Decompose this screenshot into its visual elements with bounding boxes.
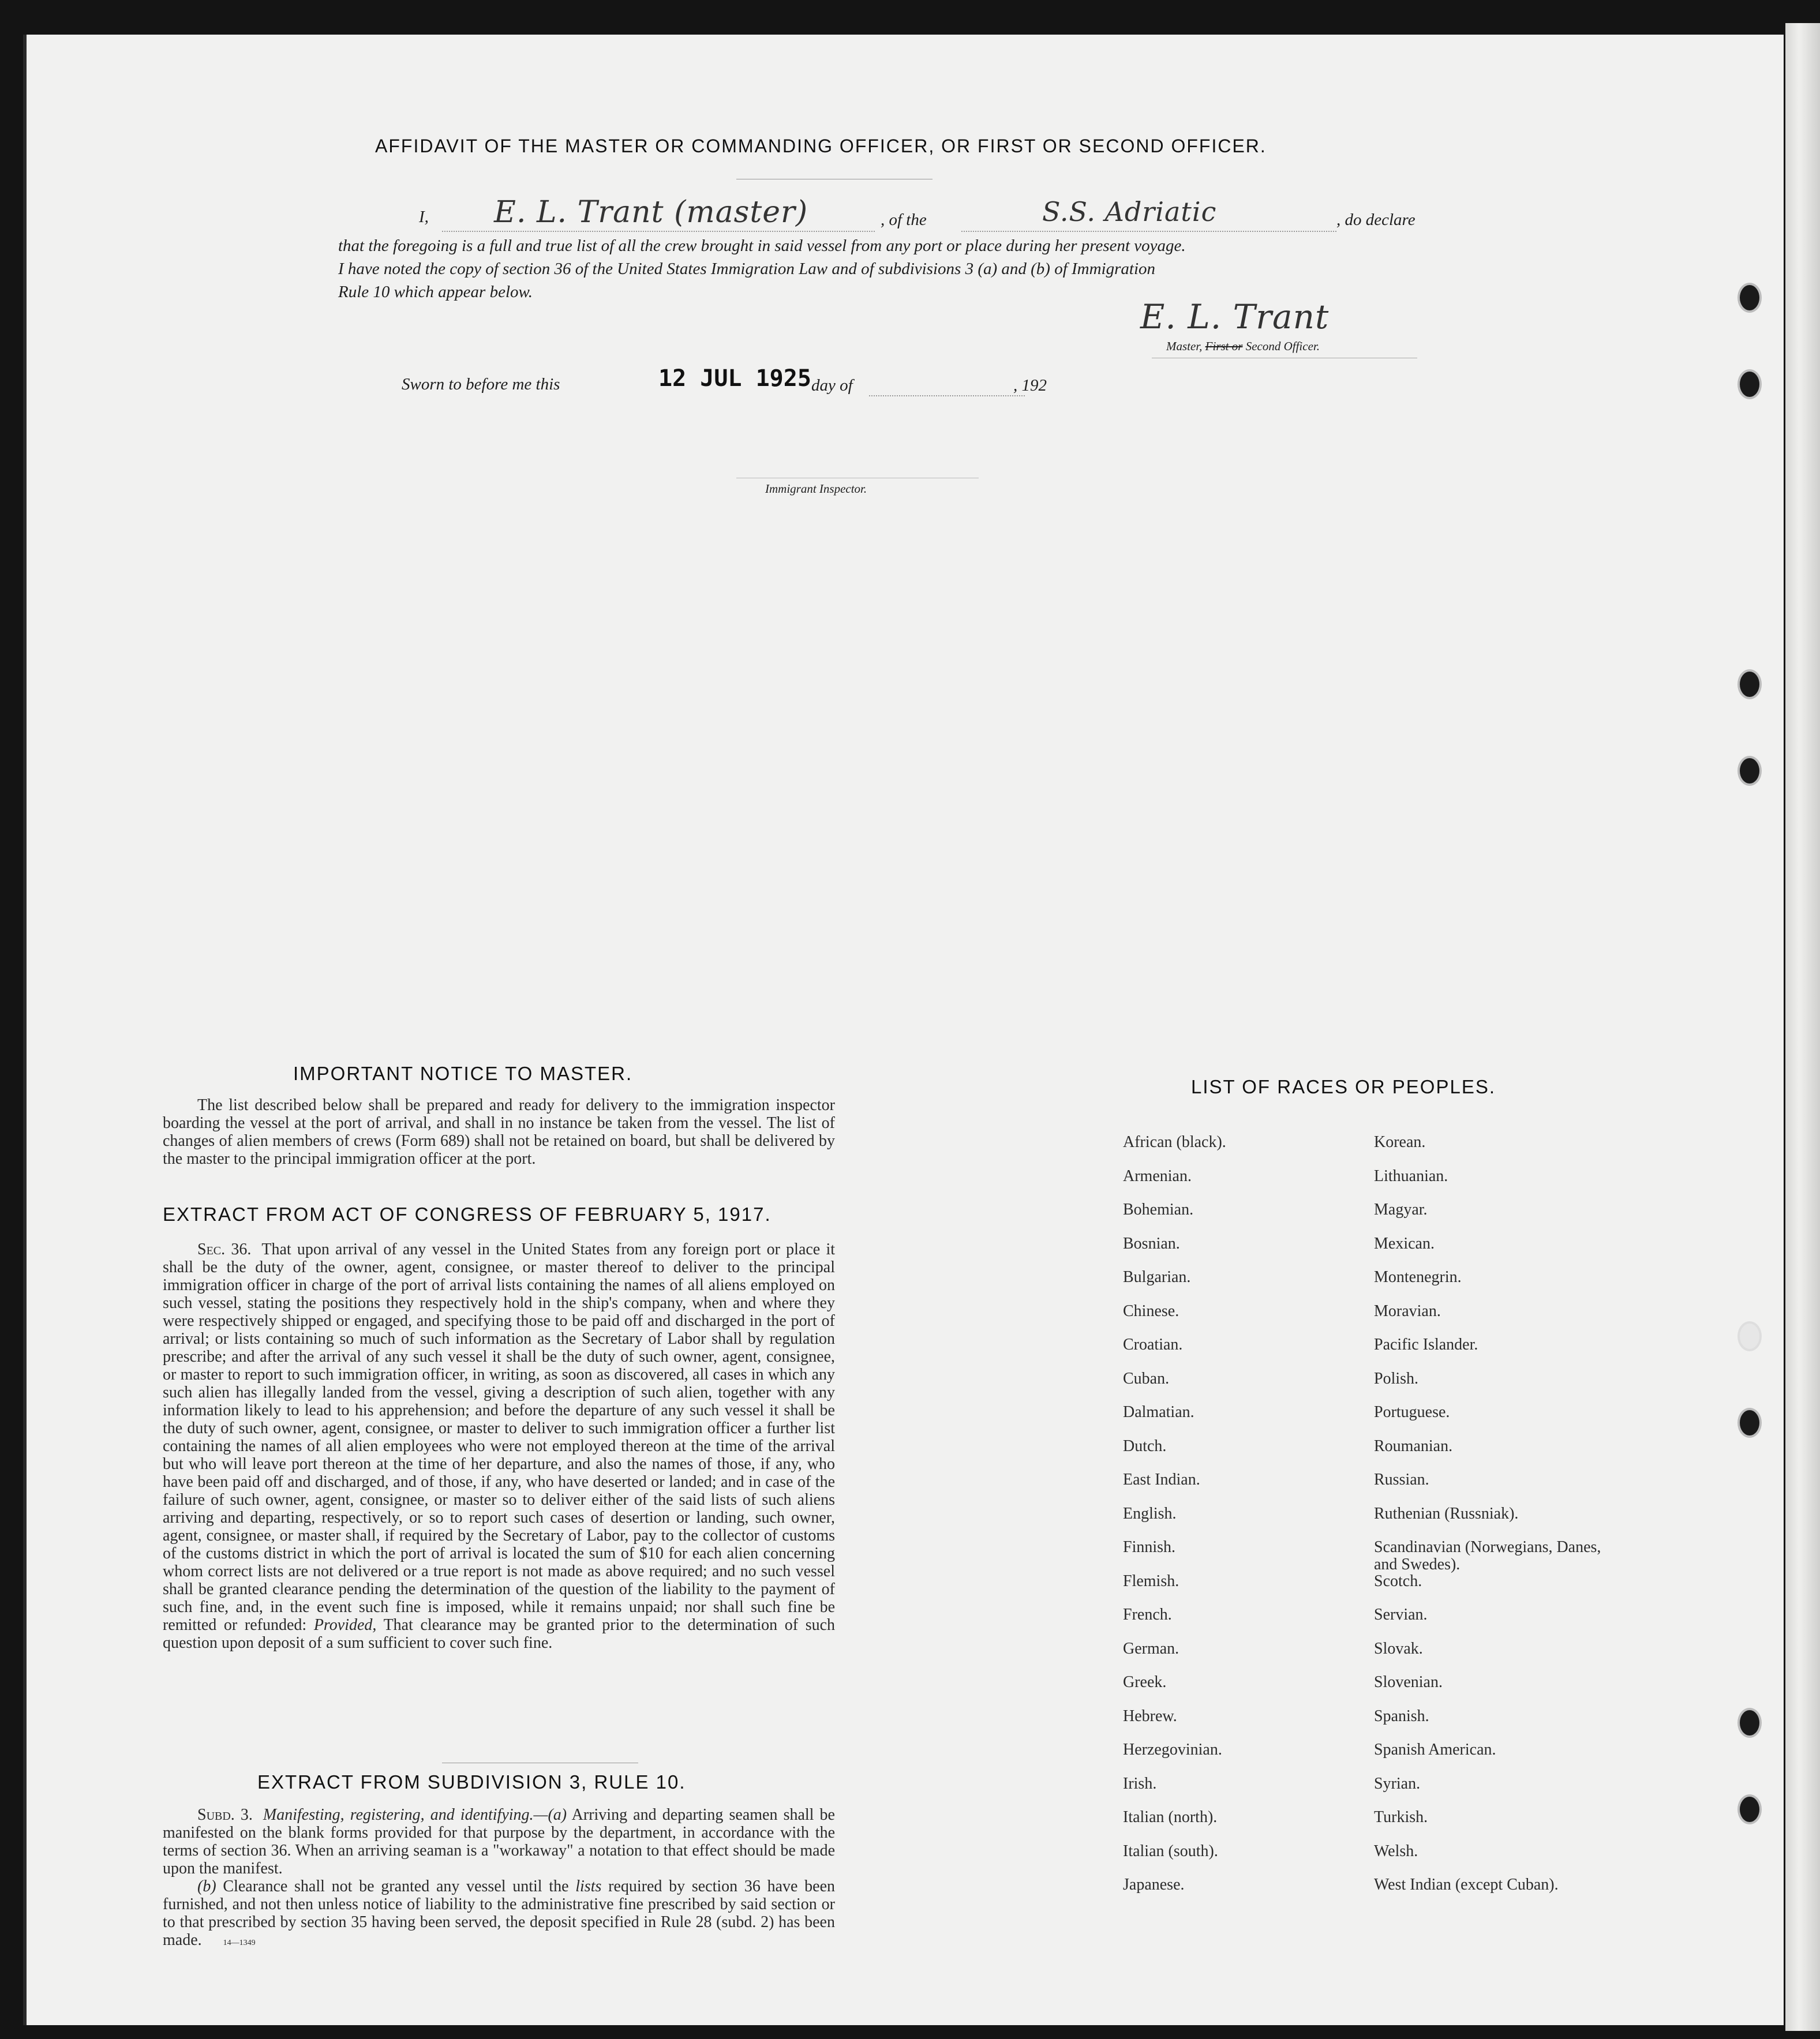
race-item: Roumanian. <box>1374 1437 1453 1455</box>
subd-b-paragraph <box>163 1877 835 1952</box>
affidavit-line-2: that the foregoing is a full and true list of all the crew brought in said vessel from any port or place during her present voyage. <box>338 237 1186 255</box>
race-item: Pacific Islander. <box>1374 1336 1478 1354</box>
race-item: Cuban. <box>1123 1369 1170 1388</box>
notice-body: The list described below shall be prepared and ready for delivery to the immigration inspector boarding the vessel at the port of arrival, and shall in no instance be taken from the vessel. The list of changes of alien members of crews (Form 689) shall not be retained on board, but shall be delivered by the master to the principal immigration officer at the port. <box>163 1096 835 1168</box>
race-item: Spanish. <box>1374 1707 1429 1725</box>
year-label: , 192 <box>1013 376 1047 395</box>
part-b-text-1: Clearance shall not be granted any vessel until the <box>223 1877 569 1895</box>
race-item: Lithuanian. <box>1374 1167 1448 1185</box>
race-item: Slovak. <box>1374 1639 1423 1658</box>
race-item: English. <box>1123 1504 1177 1523</box>
race-item: Finnish. <box>1123 1538 1176 1556</box>
race-item: East Indian. <box>1123 1471 1200 1489</box>
race-item: Greek. <box>1123 1673 1167 1691</box>
provided-word: Provided, <box>313 1616 377 1634</box>
master-name-rule <box>442 231 875 232</box>
races-left-column <box>1123 1134 1377 1910</box>
race-item: Slovenian. <box>1374 1673 1443 1691</box>
race-item: Montenegrin. <box>1374 1268 1462 1286</box>
race-item: Servian. <box>1374 1606 1428 1624</box>
race-item: Moravian. <box>1374 1302 1441 1320</box>
punch-hole <box>1737 1321 1762 1351</box>
affidavit-line-3: I have noted the copy of section 36 of the United States Immigration Law and of subdivisions 3 (a) and (b) of Immigration <box>338 260 1156 278</box>
affidavit-line-4: Rule 10 which appear below. <box>338 283 533 301</box>
punch-hole <box>1737 369 1762 399</box>
punch-hole <box>1737 669 1762 699</box>
race-item: Japanese. <box>1123 1876 1185 1894</box>
signature-caption <box>1166 339 1320 354</box>
race-item: Italian (south). <box>1123 1842 1218 1860</box>
form-number: 14—1349 <box>223 1939 256 1947</box>
page-edge-shadow <box>1785 23 1820 2031</box>
day-of-label: day of <box>811 376 853 395</box>
race-item: Bulgarian. <box>1123 1268 1191 1286</box>
race-item: Turkish. <box>1374 1808 1428 1826</box>
race-item: Portuguese. <box>1374 1403 1450 1421</box>
races-right-column <box>1374 1134 1622 1910</box>
act-extract-title: EXTRACT FROM ACT OF CONGRESS OF FEBRUARY 5, 1917. <box>163 1204 772 1225</box>
sworn-label: Sworn to before me this <box>402 375 560 393</box>
race-item: Herzegovinian. <box>1123 1741 1222 1759</box>
race-item: Dutch. <box>1123 1437 1167 1455</box>
race-item: Chinese. <box>1123 1302 1179 1320</box>
race-item: Armenian. <box>1123 1167 1192 1185</box>
sec-36-text-end: That clearance may be granted prior to the determination of such question upon deposit of a sum sufficient to cover such fine. <box>163 1616 836 1652</box>
race-item: Bohemian. <box>1123 1201 1194 1219</box>
part-b-label: (b) <box>197 1877 216 1895</box>
sec-36-text: That upon arrival of any vessel in the United States from any foreign port or place it shall be the duty of the owner, agent, consignee, or master thereof to deliver to the principal immigration officer in charge of the port of arrival lists containing the names of all aliens employed on such vessel, stating the positions they respectively hold in the ship's company, when and where they were respectively shipped or engaged, and specifying those to be paid off and discharged in the port of arrival; or lists containing so much of such information as the Secretary of Labor shall by regulation prescribe; and after the arrival of any such vessel it shall be the duty of such owner, agent, consignee, or master to report to such immigration officer, in writing, as soon as discovered, all cases in which any such alien has illegally landed from the vessel, giving a description of such alien, together with any information likely to lead to his apprehension; and before the departure of any such vessel it shall be the duty of such owner, agent, consignee, or master to deliver to such immigration officer a further list containing the names of all alien employees who were not employed thereon at the time of the arrival but who will leave port thereon at the time of her departure, and also the names of those, if any, who have been paid off and discharged, and of those, if any, who have deserted or landed; and in case of the failure of such owner, agent, consignee, or master so to deliver either of the said lists of such aliens arriving and departing, respectively, or so to report such cases of desertion or landing, such owner, agent, consignee, or master shall, if required by the Secretary of Labor, pay to the collector of customs of the customs district in which the port of arrival is located the sum of $10 for each alien concerning whom correct lists are not delivered or a true report is not made as above required; and no such vessel shall be granted clearance pending the determination of the question of the liability to the payment of such fine, and, in the event such fine is imposed, while it remains unpaid; nor shall such fine be remitted or refunded: <box>163 1240 835 1634</box>
master-signature: E. L. Trant <box>1140 297 1330 336</box>
race-item: Irish. <box>1123 1774 1157 1793</box>
race-item: Scotch. <box>1374 1572 1422 1590</box>
part-a-label: —(a) <box>533 1806 567 1824</box>
punch-hole <box>1737 283 1762 313</box>
race-item: West Indian (except Cuban). <box>1374 1876 1559 1894</box>
affidavit-title: AFFIDAVIT OF THE MASTER OR COMMANDING OFFICER, OR FIRST OR SECOND OFFICER. <box>375 136 1267 156</box>
act-extract-body <box>163 1240 835 1652</box>
race-item: Bosnian. <box>1123 1234 1180 1253</box>
race-item: Welsh. <box>1374 1842 1418 1860</box>
race-item: Flemish. <box>1123 1572 1179 1590</box>
inspector-caption: Immigrant Inspector. <box>765 482 867 496</box>
race-item: Hebrew. <box>1123 1707 1177 1725</box>
affidavit-pronoun: I, <box>419 208 429 226</box>
subd-label: Subd. 3. <box>197 1806 253 1824</box>
vessel-name-handwritten: S.S. Adriatic <box>1042 196 1217 227</box>
sec-label: Sec. 36. <box>197 1240 252 1258</box>
race-item: Scandinavian (Norwegians, Danes, and Swedes). <box>1374 1538 1601 1573</box>
race-item: Italian (north). <box>1123 1808 1218 1826</box>
race-item: German. <box>1123 1639 1179 1658</box>
race-item: Russian. <box>1374 1471 1429 1489</box>
subd-a-paragraph <box>163 1806 835 1877</box>
form-page <box>23 35 1784 2025</box>
race-item: Dalmatian. <box>1123 1403 1194 1421</box>
rule-extract-body <box>163 1806 835 1952</box>
caption-master: Master, <box>1166 339 1205 353</box>
caption-struck: First or <box>1205 339 1243 353</box>
notice-title: IMPORTANT NOTICE TO MASTER. <box>293 1063 633 1084</box>
race-item: Spanish American. <box>1374 1741 1496 1759</box>
race-item: Korean. <box>1374 1133 1426 1151</box>
punch-hole <box>1737 1708 1762 1738</box>
master-name-handwritten: E. L. Trant (master) <box>494 195 808 230</box>
part-b-text-2: required by section 36 have been furnished, and not then unless notice of liability to the administrative fine prescribed by said section or to that prescribed by section 35 having been served, the deposit specified in Rule 28 (subd. 2) has been made. <box>163 1877 836 1949</box>
race-item: African (black). <box>1123 1133 1226 1151</box>
race-item: Mexican. <box>1374 1234 1435 1253</box>
races-title: LIST OF RACES OR PEOPLES. <box>1191 1076 1496 1097</box>
date-stamp: 12 JUL 1925 <box>658 365 811 392</box>
do-declare-label: , do declare <box>1336 211 1415 229</box>
part-a-text: Arriving and departing seamen shall be manifested on the blank forms provided for that purpose by the department, in accordance with the terms of section 36. When an arriving seaman is a "workaway" a notation to that effect should be made upon the manifest. <box>163 1806 835 1877</box>
race-item: Croatian. <box>1123 1336 1183 1354</box>
caption-second-officer: Second Officer. <box>1242 339 1320 353</box>
race-item: Polish. <box>1374 1369 1419 1388</box>
race-item: Syrian. <box>1374 1774 1421 1793</box>
subd-heading: Manifesting, registering, and identifying. <box>263 1806 534 1824</box>
race-item: French. <box>1123 1606 1172 1624</box>
rule-extract-title: EXTRACT FROM SUBDIVISION 3, RULE 10. <box>257 1771 686 1793</box>
of-the-label: , of the <box>881 211 927 229</box>
punch-hole <box>1737 1794 1762 1824</box>
vessel-name-rule <box>961 231 1336 232</box>
part-b-lists: lists <box>575 1877 602 1895</box>
month-rule <box>869 395 1025 396</box>
race-item: Ruthenian (Russniak). <box>1374 1504 1519 1523</box>
race-item: Magyar. <box>1374 1201 1428 1219</box>
punch-hole <box>1737 1408 1762 1438</box>
punch-hole <box>1737 756 1762 786</box>
